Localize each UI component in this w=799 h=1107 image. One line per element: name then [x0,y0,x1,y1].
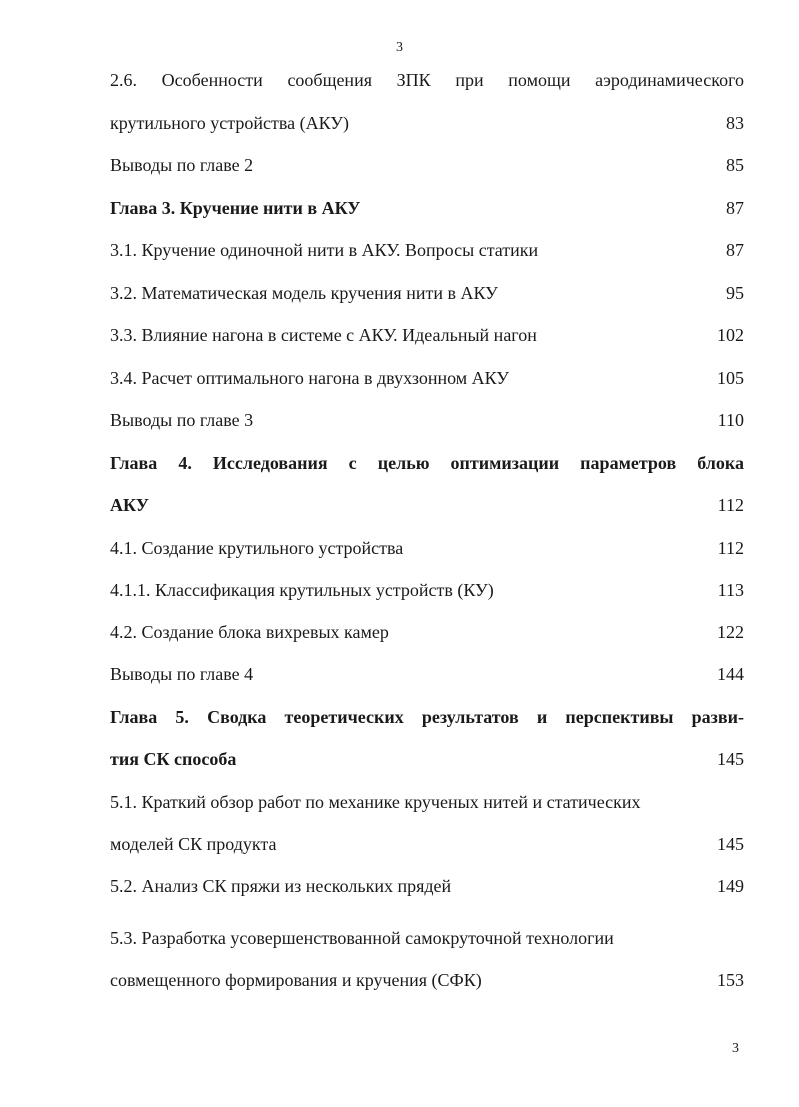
toc-page-number: 105 [717,368,744,388]
toc-page-number: 149 [717,876,744,896]
toc-page-number: 85 [726,155,744,175]
toc-line-text: Выводы по главе 4 [110,664,254,684]
toc-page-number: 83 [726,113,744,133]
toc-line-text: 3.1. Кручение одиночной нити в АКУ. Вопросы статики [110,240,539,260]
toc-page-number: 87 [726,240,744,260]
toc-line [110,872,744,900]
toc-line-text: 3.2. Математическая модель кручения нити в АКУ [110,283,498,303]
toc-line [110,491,744,519]
toc-line-text: АКУ [110,495,149,515]
toc-page-number: 122 [717,622,744,642]
toc-line-text: 4.2. Создание блока вихревых камер [110,622,389,642]
page-number-bottom: 3 [732,1041,739,1056]
toc-page-number: 113 [717,580,744,600]
toc-line-text: 3.3. Влияние нагона в системе с АКУ. Идеальный нагон [110,325,537,345]
toc-line [110,618,744,646]
toc-page-number: 110 [717,410,744,430]
toc-line [110,449,744,477]
toc-line [110,236,744,264]
toc-line [110,576,744,604]
toc-line [110,66,744,94]
toc-line [110,279,744,307]
toc-line-text: Глава 5. Сводка теоретических результатов и перспективы разви- [110,707,744,727]
toc-page-number: 95 [726,283,744,303]
toc-line-text: тия СК способа [110,749,237,769]
toc-line-text: 5.3. Разработка усовершенствованной самокруточной технологии [110,928,614,948]
toc-line-text: Выводы по главе 3 [110,410,254,430]
toc-page-number: 87 [726,198,744,218]
toc-line [110,788,744,816]
toc-line [110,151,744,179]
toc-line-text: 4.1. Создание крутильного устройства [110,538,404,558]
toc-line [110,364,744,392]
toc-line-text: крутильного устройства (АКУ) [110,113,349,133]
toc-line [110,321,744,349]
toc-line [110,924,744,952]
toc-line [110,660,744,688]
toc-line-text: 5.1. Краткий обзор работ по механике крученых нитей и статических [110,792,641,812]
toc-page-number: 112 [717,495,744,515]
toc-line [110,703,744,731]
toc-line-text: 5.2. Анализ СК пряжи из нескольких прядей [110,876,452,896]
toc-page-number: 102 [717,325,744,345]
page-number-top: 3 [396,40,403,55]
toc-line-text: 4.1.1. Классификация крутильных устройств (КУ) [110,580,494,600]
toc-page-number: 112 [717,538,744,558]
toc-line [110,109,744,137]
toc-page-number: 145 [717,834,744,854]
toc-line-text: 3.4. Расчет оптимального нагона в двухзонном АКУ [110,368,510,388]
toc-page-number: 145 [717,749,744,769]
toc-line-text: моделей СК продукта [110,834,277,854]
toc-line-text: Глава 4. Исследования с целью оптимизации параметров блока [110,453,744,473]
toc-line-text: Выводы по главе 2 [110,155,254,175]
toc-page-number: 144 [717,664,744,684]
toc-page-number: 153 [717,970,744,990]
toc-line-text: совмещенного формирования и кручения (СФК) [110,970,482,990]
toc-line [110,534,744,562]
toc-line-text: 2.6. Особенности сообщения ЗПК при помощи аэродинамического [110,70,744,90]
toc-line [110,830,744,858]
toc-line [110,194,744,222]
toc-line [110,966,744,994]
toc-line [110,406,744,434]
toc-line [110,745,744,773]
toc-line-text: Глава 3. Кручение нити в АКУ [110,198,361,218]
